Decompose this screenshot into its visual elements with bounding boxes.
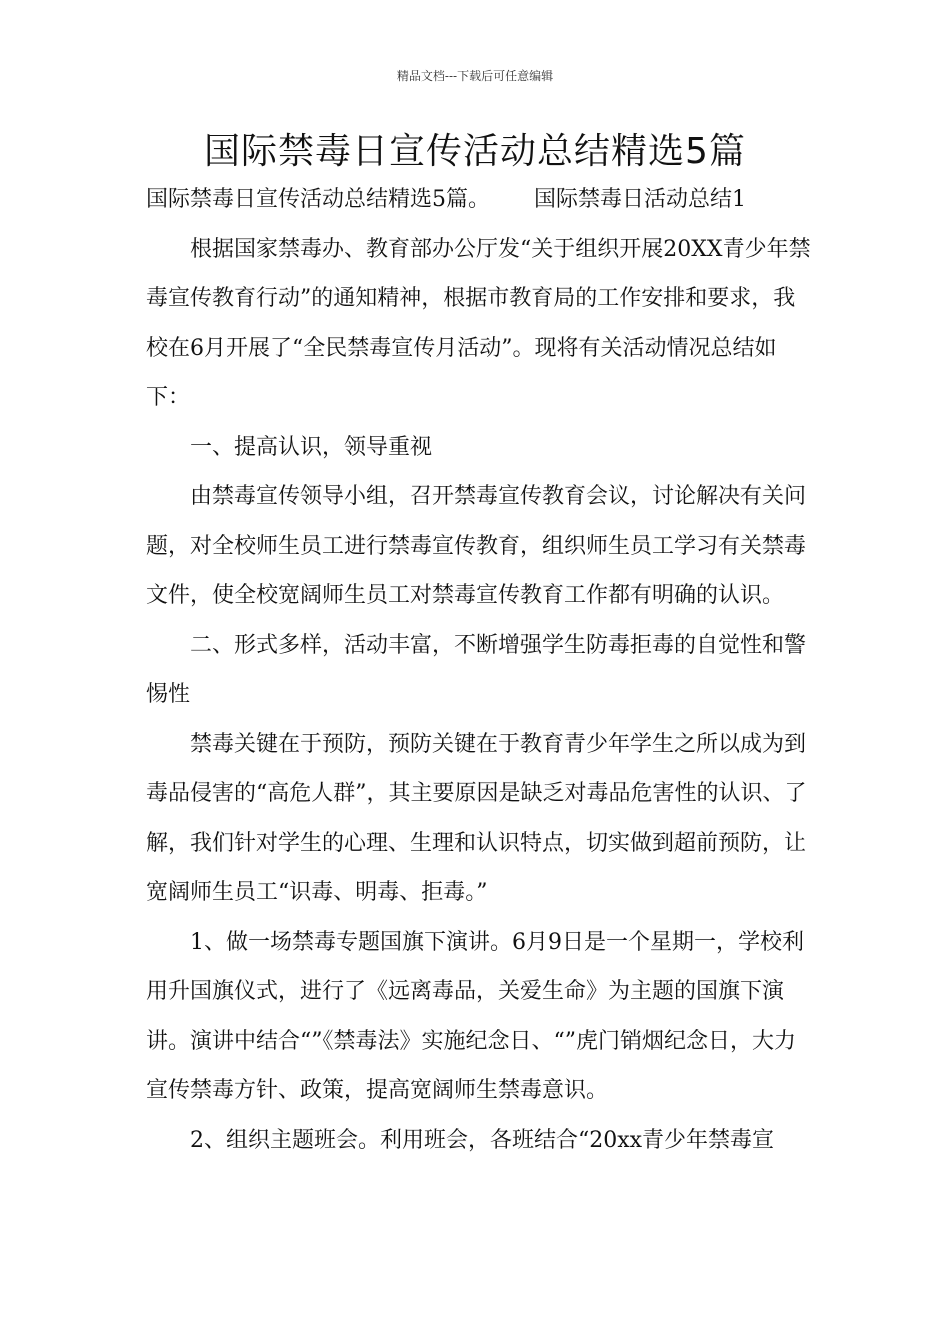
intro-line xyxy=(146,175,814,225)
paragraph: 禁毒关键在于预防，预防关键在于教育青少年学生之所以成为到毒品侵害的“高危人群”，其主要原因是缺乏对毒品危害性的认识、了解，我们针对学生的心理、生理和认识特点，切实做到超前预防，让宽阔师生员工“识毒、明毒、拒毒。” xyxy=(146,731,807,905)
header-note: 精品文档---下载后可任意编辑 xyxy=(396,69,554,83)
paragraph: 1、做一场禁毒专题国旗下演讲。6月9日是一个星期一，学校利用升国旗仪式，进行了《远离毒品，关爱生命》为主题的国旗下演讲。演讲中结合“”《禁毒法》实施纪念日、“”虎门销烟纪念日，大力宣传禁毒方针、政策，提高宽阔师生禁毒意识。 xyxy=(146,929,804,1103)
paragraph: 由禁毒宣传领导小组，召开禁毒宣传教育会议，讨论解决有关问题，对全校师生员工进行禁毒宣传教育，组织师生员工学习有关禁毒文件，使全校宽阔师生员工对禁毒宣传教育工作都有明确的认识。 xyxy=(146,484,807,608)
section-heading: 一、提高认识，领导重视 xyxy=(190,434,433,460)
paragraph: 2、组织主题班会。利用班会，各班结合“20xx青少年禁毒宣 xyxy=(190,1127,775,1153)
page-title: 国际禁毒日宣传活动总结精选5篇 xyxy=(204,131,746,172)
paragraph: 根据国家禁毒办、教育部办公厅发“关于组织开展20XX青少年禁毒宣传教育行动”的通知精神，根据市教育局的工作安排和要求，我校在6月开展了“全民禁毒宣传月活动”。现将有关活动情况总结如下： xyxy=(146,236,811,410)
section-heading: 二、形式多样，活动丰富，不断增强学生防毒拒毒的自觉性和警惕性 xyxy=(146,632,807,707)
intro-right: 国际禁毒日活动总结1 xyxy=(534,187,746,212)
document-body xyxy=(146,175,814,1165)
intro-left: 国际禁毒日宣传活动总结精选5篇。 xyxy=(146,187,490,212)
